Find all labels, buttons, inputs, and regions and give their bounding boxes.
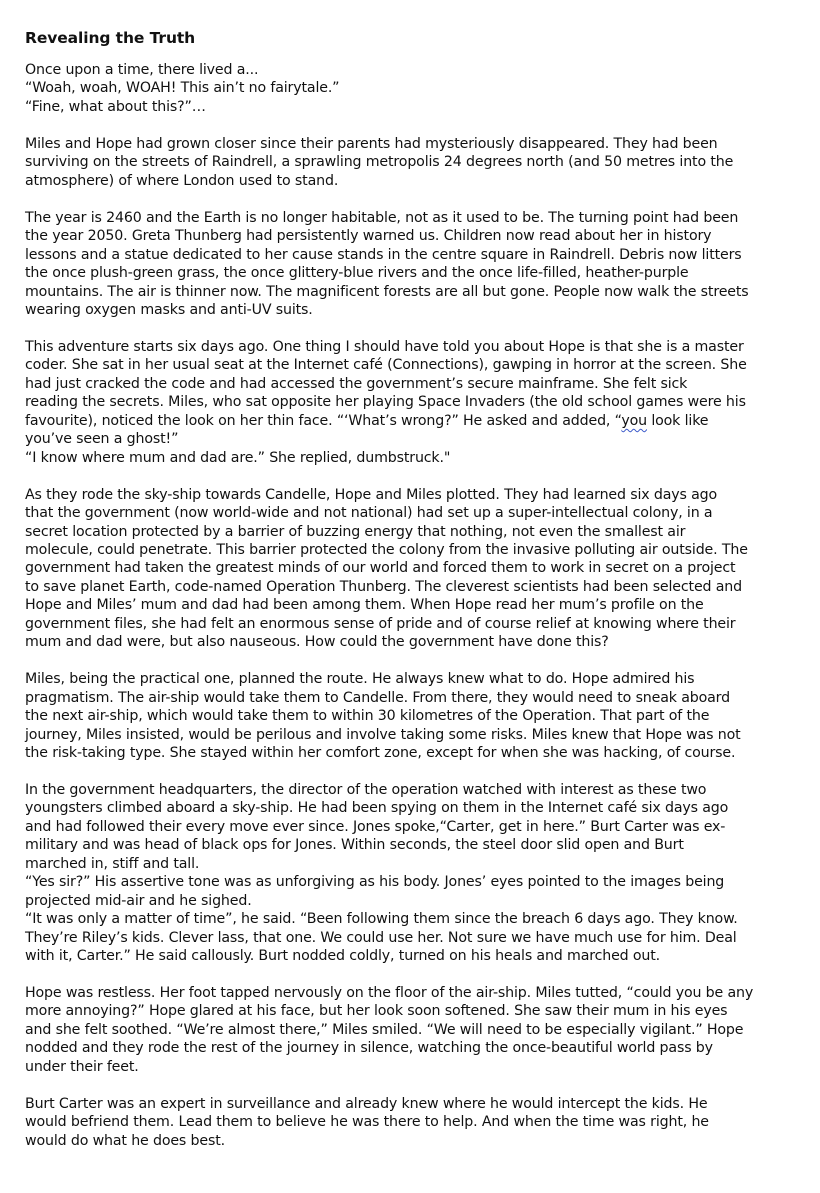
document-page (25, 27, 795, 1169)
text-line: Hope was restless. Her foot tapped nervously on the floor of the air-ship. Miles tutted, “could you be any (25, 984, 754, 1001)
text-line: The year is 2460 and the Earth is no longer habitable, not as it used to be. The turning point had been (25, 209, 739, 226)
text-line: “It was only a matter of time”, he said. “Been following them since the breach 6 days ago. They know. (25, 911, 738, 928)
text-line: mountains. The air is thinner now. The magnificent forests are all but gone. People now walk the streets (25, 283, 749, 300)
text-line: reading the secrets. Miles, who sat opposite her playing Space Invaders (the old school games were his (25, 394, 746, 411)
text-line: coder. She sat in her usual seat at the Internet café (Connections), gawping in horror at the screen. She (25, 357, 747, 374)
text-line: under their feet. (25, 1058, 139, 1075)
text-line: youngsters climbed aboard a sky-ship. He had been spying on them in the Internet café six days ago (25, 800, 729, 817)
text-line: Miles and Hope had grown closer since their parents had mysteriously disappeared. They had been (25, 135, 718, 152)
text-line: government had taken the greatest minds of our world and forced them to work in secret on a project (25, 560, 736, 577)
spellcheck-flagged-word[interactable]: you (621, 412, 647, 429)
text-line: pragmatism. The air-ship would take them to Candelle. From there, they would need to sneak aboard (25, 689, 730, 706)
text-line: and she felt soothed. “We’re almost there,” Miles smiled. “We will need to be especially vigilant.” Hope (25, 1021, 744, 1038)
paragraph-opening (25, 61, 795, 116)
paragraph-route (25, 670, 795, 762)
text-line: Miles, being the practical one, planned the route. He always knew what to do. Hope admired his (25, 671, 695, 688)
paragraph-sky-ship (25, 486, 795, 652)
text-line: “Yes sir?” His assertive tone was as unforgiving as his body. Jones’ eyes pointed to the images being (25, 874, 725, 891)
text-line: Once upon a time, there lived a... (25, 62, 259, 78)
text-line: surviving on the streets of Raindrell, a sprawling metropolis 24 degrees north (and 50 metres into the (25, 154, 734, 171)
text-line: molecule, could penetrate. This barrier protected the colony from the invasive polluting air outside. The (25, 541, 748, 558)
text-line: the year 2050. Greta Thunberg had persistently warned us. Children now read about her in history (25, 228, 712, 245)
text-line: “Fine, what about this?”… (25, 98, 206, 115)
paragraph-intro (25, 135, 795, 190)
text-line: military and was head of black ops for Jones. Within seconds, the steel door slid open and Burt (25, 837, 684, 854)
paragraph-adventure (25, 338, 795, 467)
text-line: They’re Riley’s kids. Clever lass, that one. We could use her. Not sure we have much use for him. Deal (25, 929, 737, 946)
text-line: secret location protected by a barrier of buzzing energy that nothing, not even the smallest air (25, 523, 686, 540)
text-line: had just cracked the code and had accessed the government’s secure mainframe. She felt sick (25, 375, 688, 392)
text-line: journey, Miles insisted, would be perilous and involve taking some risks. Miles knew that Hope was not (25, 726, 741, 743)
text-line: the once plush-green grass, the once glittery-blue rivers and the once life-filled, heather-purple (25, 265, 689, 282)
text-line: the risk-taking type. She stayed within her comfort zone, except for when she was hacking, of course. (25, 745, 736, 761)
text-segment: look like (646, 412, 709, 429)
text-line: This adventure starts six days ago. One thing I should have told you about Hope is that she is a master (25, 338, 744, 355)
text-line: mum and dad were, but also nauseous. How could the government have done this? (25, 634, 609, 651)
text-line: As they rode the sky-ship towards Candelle, Hope and Miles plotted. They had learned six days ago (25, 486, 718, 503)
paragraph-setting (25, 209, 795, 320)
text-line: atmosphere) of where London used to stand. (25, 172, 339, 189)
text-line: marched in, stiff and tall. (25, 855, 200, 872)
paragraph-surveillance (25, 1095, 795, 1150)
text-line: the next air-ship, which would take them to within 30 kilometres of the Operation. That part of the (25, 708, 710, 725)
text-line: Burt Carter was an expert in surveillance and already knew where he would intercept the kids. He (25, 1095, 708, 1112)
text-line: you’ve seen a ghost!” (25, 431, 179, 448)
text-line: that the government (now world-wide and not national) had set up a super-intellectual colony, in a (25, 505, 713, 522)
text-line: more annoying?” Hope glared at his face, but her look soon softened. She saw their mum in his eyes (25, 1003, 728, 1020)
text-segment: favourite), noticed the look on her thin face. “‘What’s wrong?” He asked and added, “ (25, 412, 622, 429)
document-title: Revealing the Truth (25, 29, 196, 47)
text-line: nodded and they rode the rest of the journey in silence, watching the once-beautiful world pass by (25, 1040, 713, 1057)
text-line: government files, she had felt an enormous sense of pride and of course relief at knowing where their (25, 615, 736, 632)
text-line: would do what he does best. (25, 1132, 225, 1149)
text-line: with it, Carter.” He said callously. Burt nodded coldly, turned on his heals and marched out. (25, 948, 661, 965)
text-line (25, 412, 795, 430)
text-line: lessons and a statue dedicated to her cause stands in the centre square in Raindrell. Debris now litters (25, 246, 742, 263)
text-line: to save planet Earth, code-named Operation Thunberg. The cleverest scientists had been selected and (25, 578, 742, 595)
text-line: projected mid-air and he sighed. (25, 892, 252, 909)
text-line: Hope and Miles’ mum and dad had been among them. When Hope read her mum’s profile on the (25, 597, 704, 614)
paragraph-headquarters (25, 781, 795, 966)
text-line: would befriend them. Lead them to believe he was there to help. And when the time was right, he (25, 1114, 709, 1131)
text-line: and had followed their every move ever since. Jones spoke,“Carter, get in here.” Burt Carter was ex- (25, 818, 726, 835)
text-line: In the government headquarters, the director of the operation watched with interest as these two (25, 781, 707, 798)
text-line: “I know where mum and dad are.” She replied, dumbstruck." (25, 449, 451, 466)
text-line: “Woah, woah, WOAH! This ain’t no fairytale.” (25, 80, 340, 97)
paragraph-restless (25, 984, 795, 1076)
text-line: wearing oxygen masks and anti-UV suits. (25, 301, 313, 318)
